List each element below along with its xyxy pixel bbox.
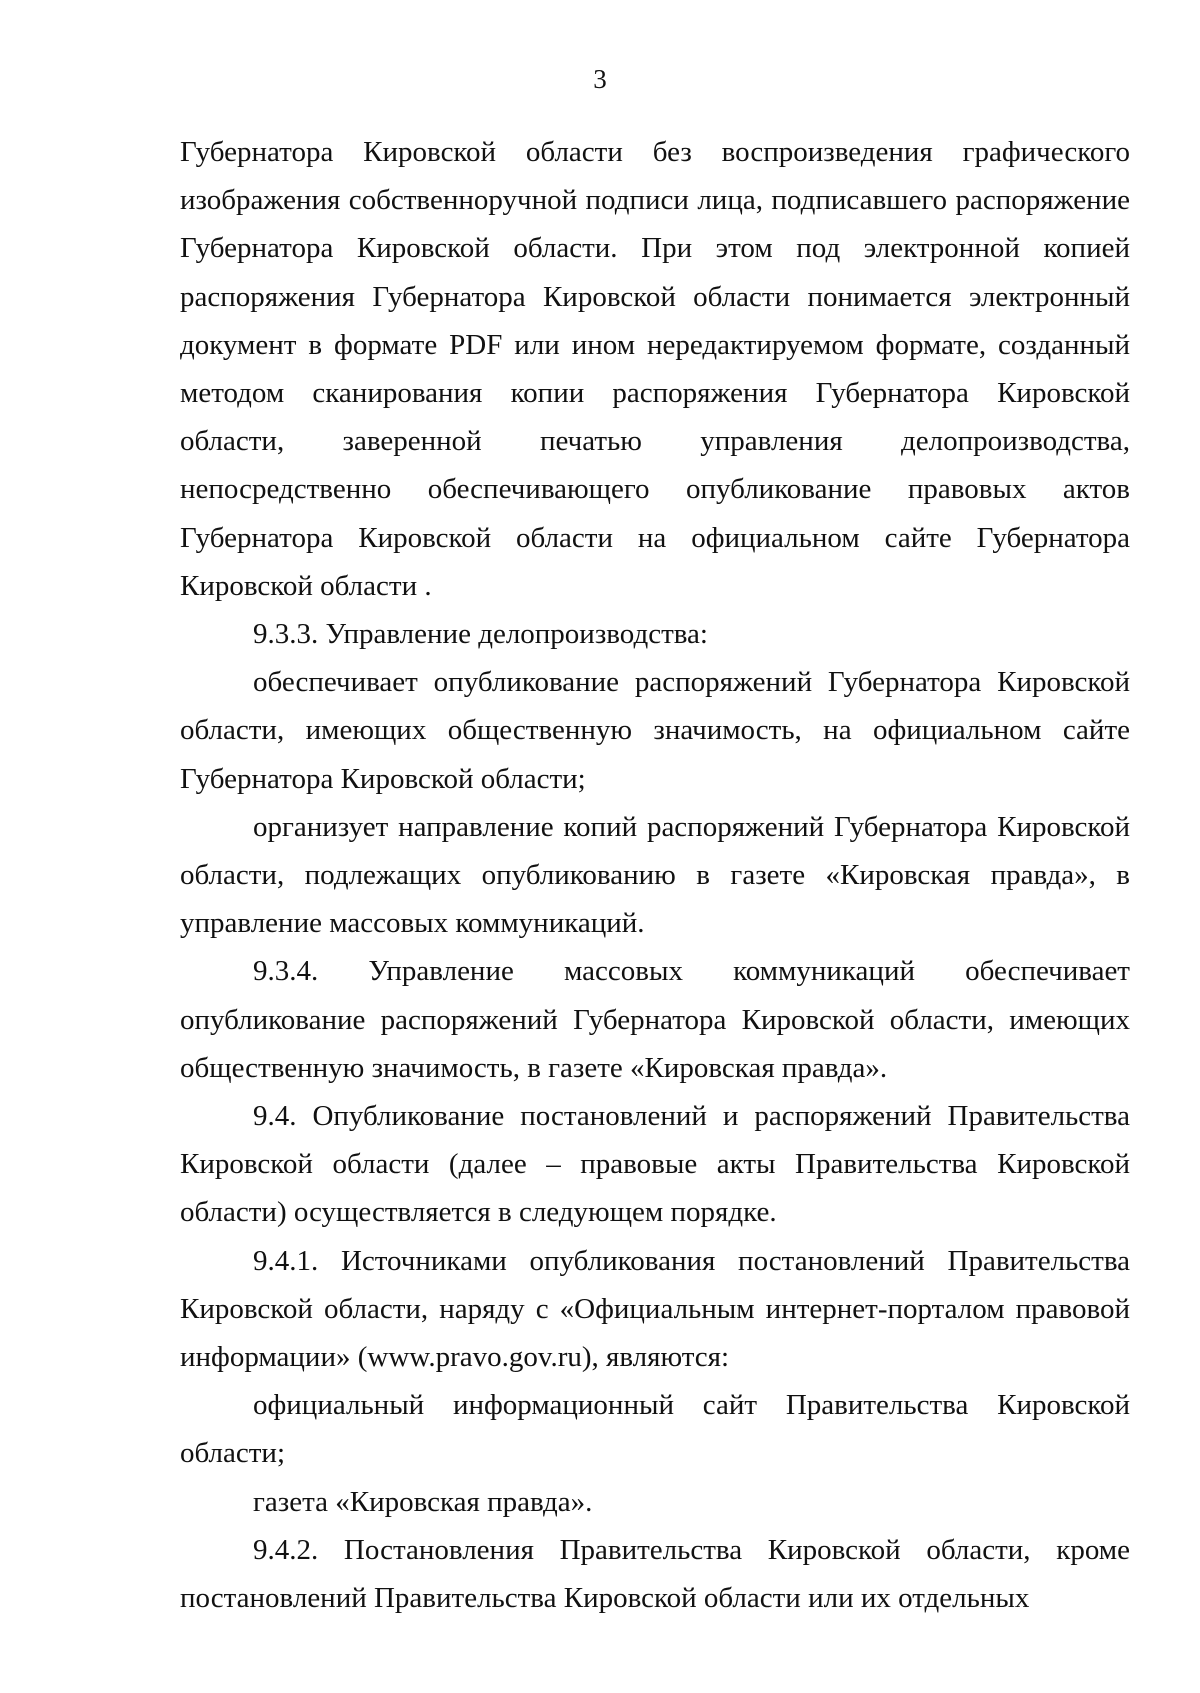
- page-number: 3: [593, 64, 607, 94]
- paragraph-9-3-4: 9.3.4. Управление массовых коммуникаций обеспечивает опубликование распоряжений Губернатора Кировской области, имеющих общественную значимость, в газете «Кировская правда».: [180, 955, 1130, 1084]
- document-body: [180, 128, 1130, 1622]
- paragraph-9-3-3: 9.3.3. Управление делопроизводства:: [253, 618, 708, 651]
- paragraph-9-4: 9.4. Опубликование постановлений и распоряжений Правительства Кировской области (далее – правовые акты Правительства Кировской области) осуществляется в следующем порядке.: [180, 1100, 1130, 1229]
- paragraph-9-4-1-item-1: официальный информационный сайт Правительства Кировской области;: [180, 1389, 1130, 1470]
- paragraph-9-3-3-item-2: организует направление копий распоряжений Губернатора Кировской области, подлежащих опубликованию в газете «Кировская правда», в управление массовых коммуникаций.: [180, 810, 1130, 940]
- paragraph-continuation: Губернатора Кировской области без воспроизведения графического изображения собственноручной подписи лица, подписавшего распоряжение Губернатора Кировской области. При этом под электронной копией распоряжения Губернатора Кировской области понимается электронный документ в формате PDF или ином нередактируемом формате, созданный методом сканирования копии распоряжения Губернатора Кировской области, заверенной печатью управления делопроизводства, непосредственно обеспечивающего опубликование правовых актов Губернатора Кировской области на официальном сайте Губернатора Кировской области .: [180, 136, 1130, 602]
- paragraph-9-4-2: 9.4.2. Постановления Правительства Кировской области, кроме постановлений Правительства Кировской области или их отдельных: [180, 1533, 1130, 1615]
- paragraph-9-4-1: 9.4.1. Источниками опубликования постановлений Правительства Кировской области, наряду с «Официальным интернет-порталом правовой информации» (www.pravo.gov.ru), являются:: [180, 1244, 1130, 1374]
- paragraph-9-4-1-item-2: газета «Кировская правда».: [253, 1485, 593, 1518]
- paragraph-9-3-3-item-1: обеспечивает опубликование распоряжений Губернатора Кировской области, имеющих общественную значимость, на официальном сайте Губернатора Кировской области;: [180, 666, 1130, 795]
